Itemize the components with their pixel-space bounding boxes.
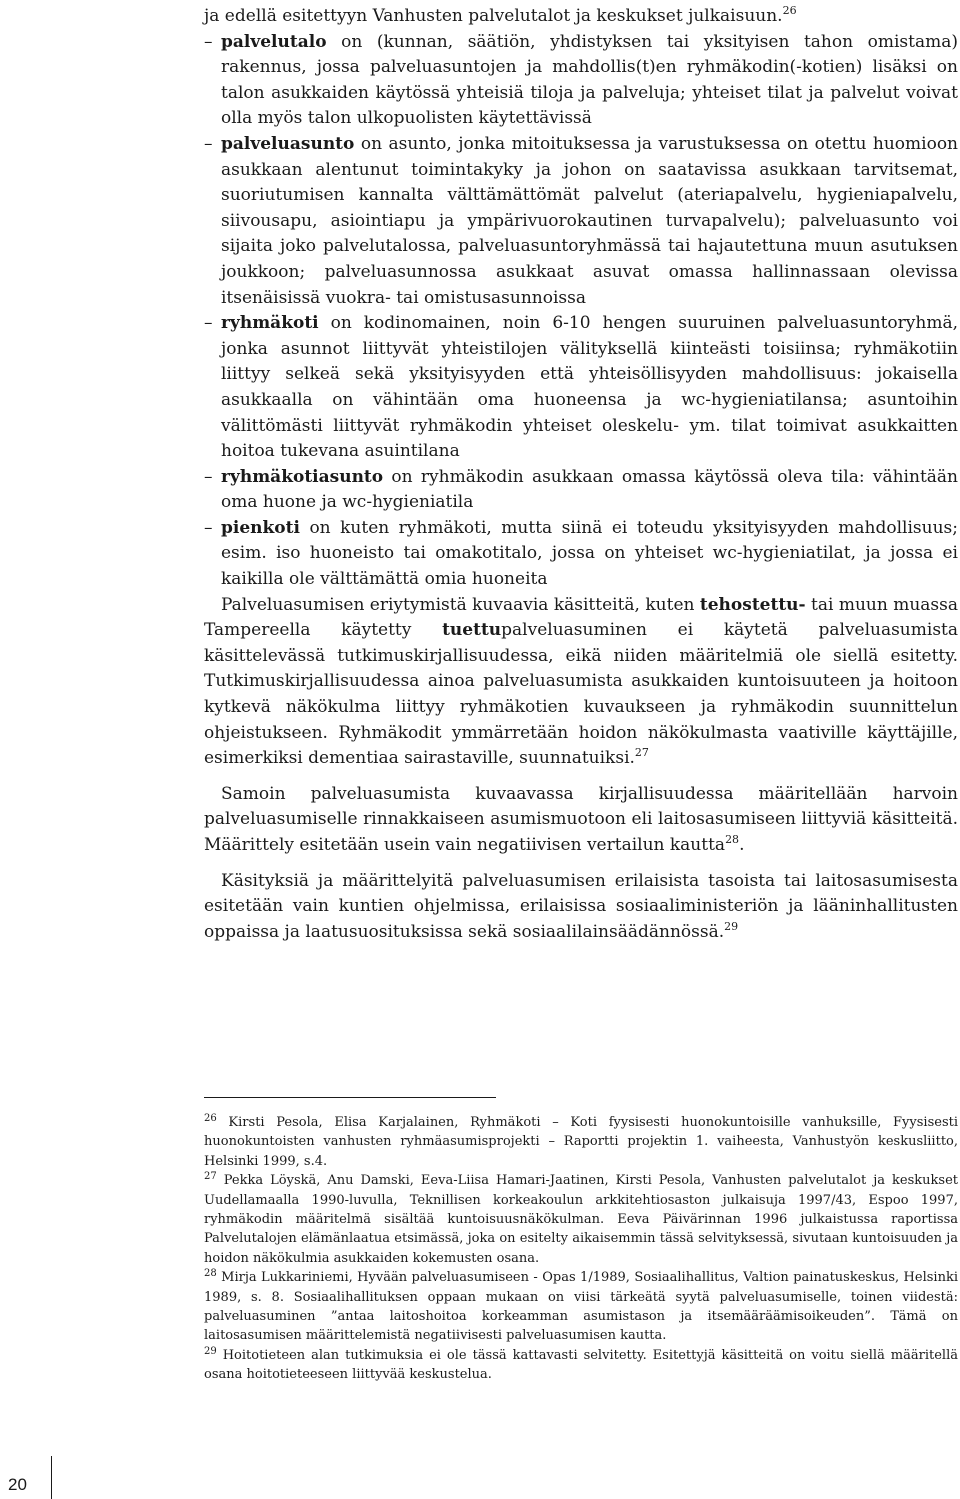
list-dash: – [204, 313, 213, 334]
footnote-ref[interactable]: 27 [634, 746, 649, 760]
paragraph-end: . [739, 835, 745, 855]
list-dash: – [204, 133, 213, 154]
definition-text: on ryhmäkodin asukkaan omassa käytössä oleva tila: vähintään oma huone ja wc-hygieniatila [221, 466, 958, 513]
footnote [204, 1113, 958, 1171]
body-paragraph [204, 869, 958, 946]
body-paragraph [204, 782, 958, 859]
list-dash: – [204, 517, 213, 538]
footnote-text: Pekka Löyskä, Anu Damski, Eeva-Liisa Hamari-Jaatinen, Kirsti Pesola, Vanhusten palvelutalot ja keskukset Uudellamaalla 1990-luvulla, Teknillisen korkeakoulun arkkitehtiosaston julkaisuja 1997/43, Espoo 1997, ryhmäkodin määritelmä sisältää kuntoisuusnäkökulman. Eeva Päivärinnan 1996 julkaistussa raportissa Palvelutalojen elämänlaatua etsimässä, joka on esitelty aikaisemmin tässä selvityksessä, sivutaan kuntoisuuden ja hoidon näkökulmia asukkaiden kokemusten osana. [204, 1173, 958, 1266]
body-text [204, 4, 958, 945]
paragraph-text: Palveluasumisen eriytymistä kuvaavia käsitteitä, kuten [221, 594, 700, 615]
footnote-ref[interactable]: 26 [782, 4, 797, 17]
definition-term: palveluasunto [221, 133, 355, 154]
footnote-text: Kirsti Pesola, Elisa Karjalainen, Ryhmäkoti – Koti fyysisesti huonokuntoisille vanhuksille, Fyysisesti huonokuntoisten vanhusten ryhmäasumisprojekti – Raportti projektin 1. vaiheesta, Vanhustyön keskusliitto, Helsinki 1999, s.4. [204, 1115, 958, 1169]
footnote [204, 1268, 958, 1346]
definition-item [204, 132, 958, 311]
definition-term: ryhmäkoti [221, 313, 319, 334]
definition-item [204, 516, 958, 593]
footnote-number: 28 [204, 1268, 217, 1280]
definition-text: on kodinomainen, noin 6-10 hengen suuruinen palveluasuntoryhmä, jonka asunnot liittyvät yhteistilojen välityksellä kiinteästi toisiinsa; ryhmäkotiin liittyy selkeä sekä yksityisyyden että yhteisöllisyyden mahdollisuus: jokaisella asukkaalla on vähintään oma huoneensa ja wc-hygieniatilansa; asuntoihin välittömästi liittyvät ryhmäkodin yhteiset oleskelu- ym. tilat toimivat asukkaitten hoitoa tukevana asuintilana [221, 313, 958, 462]
footnotes [204, 1113, 958, 1385]
definition-term: ryhmäkotiasunto [221, 466, 384, 487]
footnote-number: 26 [204, 1113, 217, 1124]
body-paragraph [204, 593, 958, 772]
paragraph-text: Käsityksiä ja määrittelyitä palveluasumisen erilaisista tasoista tai laitosasumisesta esitetään vain kuntien ohjelmissa, erilaisissa sosiaaliministeriön ja lääninhallitusten oppaissa ja laatusuosituksissa sekä sosiaalilainsäädännössä. [204, 870, 958, 942]
definition-text: on asunto, jonka mitoituksessa ja varustuksessa on otettu huomioon asukkaan alentunut toimintakyky ja johon on saatavissa asukkaan tarvitsemat, suoriutumisen kannalta välttämättömät palvelut (ateriapalvelu, hygieniapalvelu, siivousapu, asiointiapu ja ympärivuorokautinen turvapalvelu); palveluasunto voi sijaita joko palvelutalossa, palveluasuntoryhmässä tai hajautettuna muun asutuksen joukkoon; palveluasunnossa asukkaat asuvat omassa hallinnassaan olevissa itsenäisissä vuokra- tai omistusasunnoissa [221, 133, 958, 308]
definition-item [204, 30, 958, 132]
footnote-text: Mirja Lukkariniemi, Hyvään palveluasumiseen - Opas 1/1989, Sosiaalihallitus, Valtion painatuskeskus, Helsinki 1989, s. 8. Sosiaalihallituksen oppaan mukaan on viisi tärkeätä syytä palveluasumiselle, toinen viidestä: palveluasuminen ”antaa laitoshoitoa korkeamman asumistason ja itsemääräämisoikeuden”. Tämä on laitosasumisen määrittelemistä negatiivisesti palveluasumisen kautta. [204, 1270, 958, 1344]
emphasis-term: tuettu [442, 620, 502, 641]
intro-line [204, 4, 958, 30]
definition-term: pienkoti [221, 517, 300, 538]
footnote-ref[interactable]: 28 [725, 833, 740, 846]
definition-term: palvelutalo [221, 31, 327, 52]
definition-text: on kuten ryhmäkoti, mutta siinä ei toteudu yksityisyyden mahdollisuus; esim. iso huoneisto tai omakotitalo, jossa on yhteiset wc-hygieniatilat, ja jossa ei kaikilla ole välttämättä omia huoneita [221, 517, 958, 590]
footnote-number: 29 [204, 1345, 217, 1357]
footnote-divider [204, 1097, 496, 1098]
emphasis-term: tehostettu- [699, 594, 806, 615]
intro-text: ja edellä esitettyyn Vanhusten palvelutalot ja keskukset julkaisuun. [204, 6, 783, 26]
definition-text: on (kunnan, säätiön, yhdistyksen tai yksityisen tahon omistama) rakennus, jossa palveluasuntojen ja mahdollis(t)en ryhmäkodin(-kotien) lisäksi on talon asukkaiden käytössä yhteisiä tiloja ja palveluja; yhteiset tilat ja palvelut voivat olla myös talon ulkopuolisten käytettävissä [221, 31, 958, 129]
list-dash: – [204, 31, 213, 52]
paragraph-text: palveluasuminen ei käytetä palveluasumista käsittelevässä tutkimuskirjallisuudessa, eikä niiden määritelmiä ole siellä esitetty. Tutkimuskirjallisuudessa ainoa palveluasumista asukkaiden kuntoisuuteen ja hoitoon kytkevä näkökulma liittyy ryhmäkotien kuvaukseen ja ryhmäkodin suunnittelun ohjeistukseen. Ryhmäkodit ymmärretään hoidon näkökulmasta vaativille käyttäjille, esimerkiksi dementiaa sairastaville, suunnatuiksi. [204, 620, 959, 769]
footnote-text: Hoitotieteen alan tutkimuksia ei ole tässä kattavasti selvitetty. Esitettyjä käsitteitä on voitu siellä määritellä osana hoitotieteeseen liittyvää keskustelua. [204, 1347, 958, 1383]
footnote [204, 1346, 958, 1385]
definition-item [204, 465, 958, 516]
footnote-number: 27 [204, 1171, 217, 1183]
margin-rule [51, 1456, 52, 1499]
footnote [204, 1171, 958, 1268]
list-dash: – [204, 466, 213, 487]
footnote-ref[interactable]: 29 [724, 919, 739, 933]
paragraph-text: Samoin palveluasumista kuvaavassa kirjallisuudessa määritellään harvoin palveluasumiselle rinnakkaiseen asumismuotoon eli laitosasumiseen liittyviä käsitteitä. Määrittely esitetään usein vain negatiivisen vertailun kautta [204, 783, 958, 855]
page-number: 20 [8, 1475, 27, 1494]
definition-item [204, 311, 958, 465]
paragraph-text: tai muun muassa Tampereella käytetty [204, 594, 958, 641]
